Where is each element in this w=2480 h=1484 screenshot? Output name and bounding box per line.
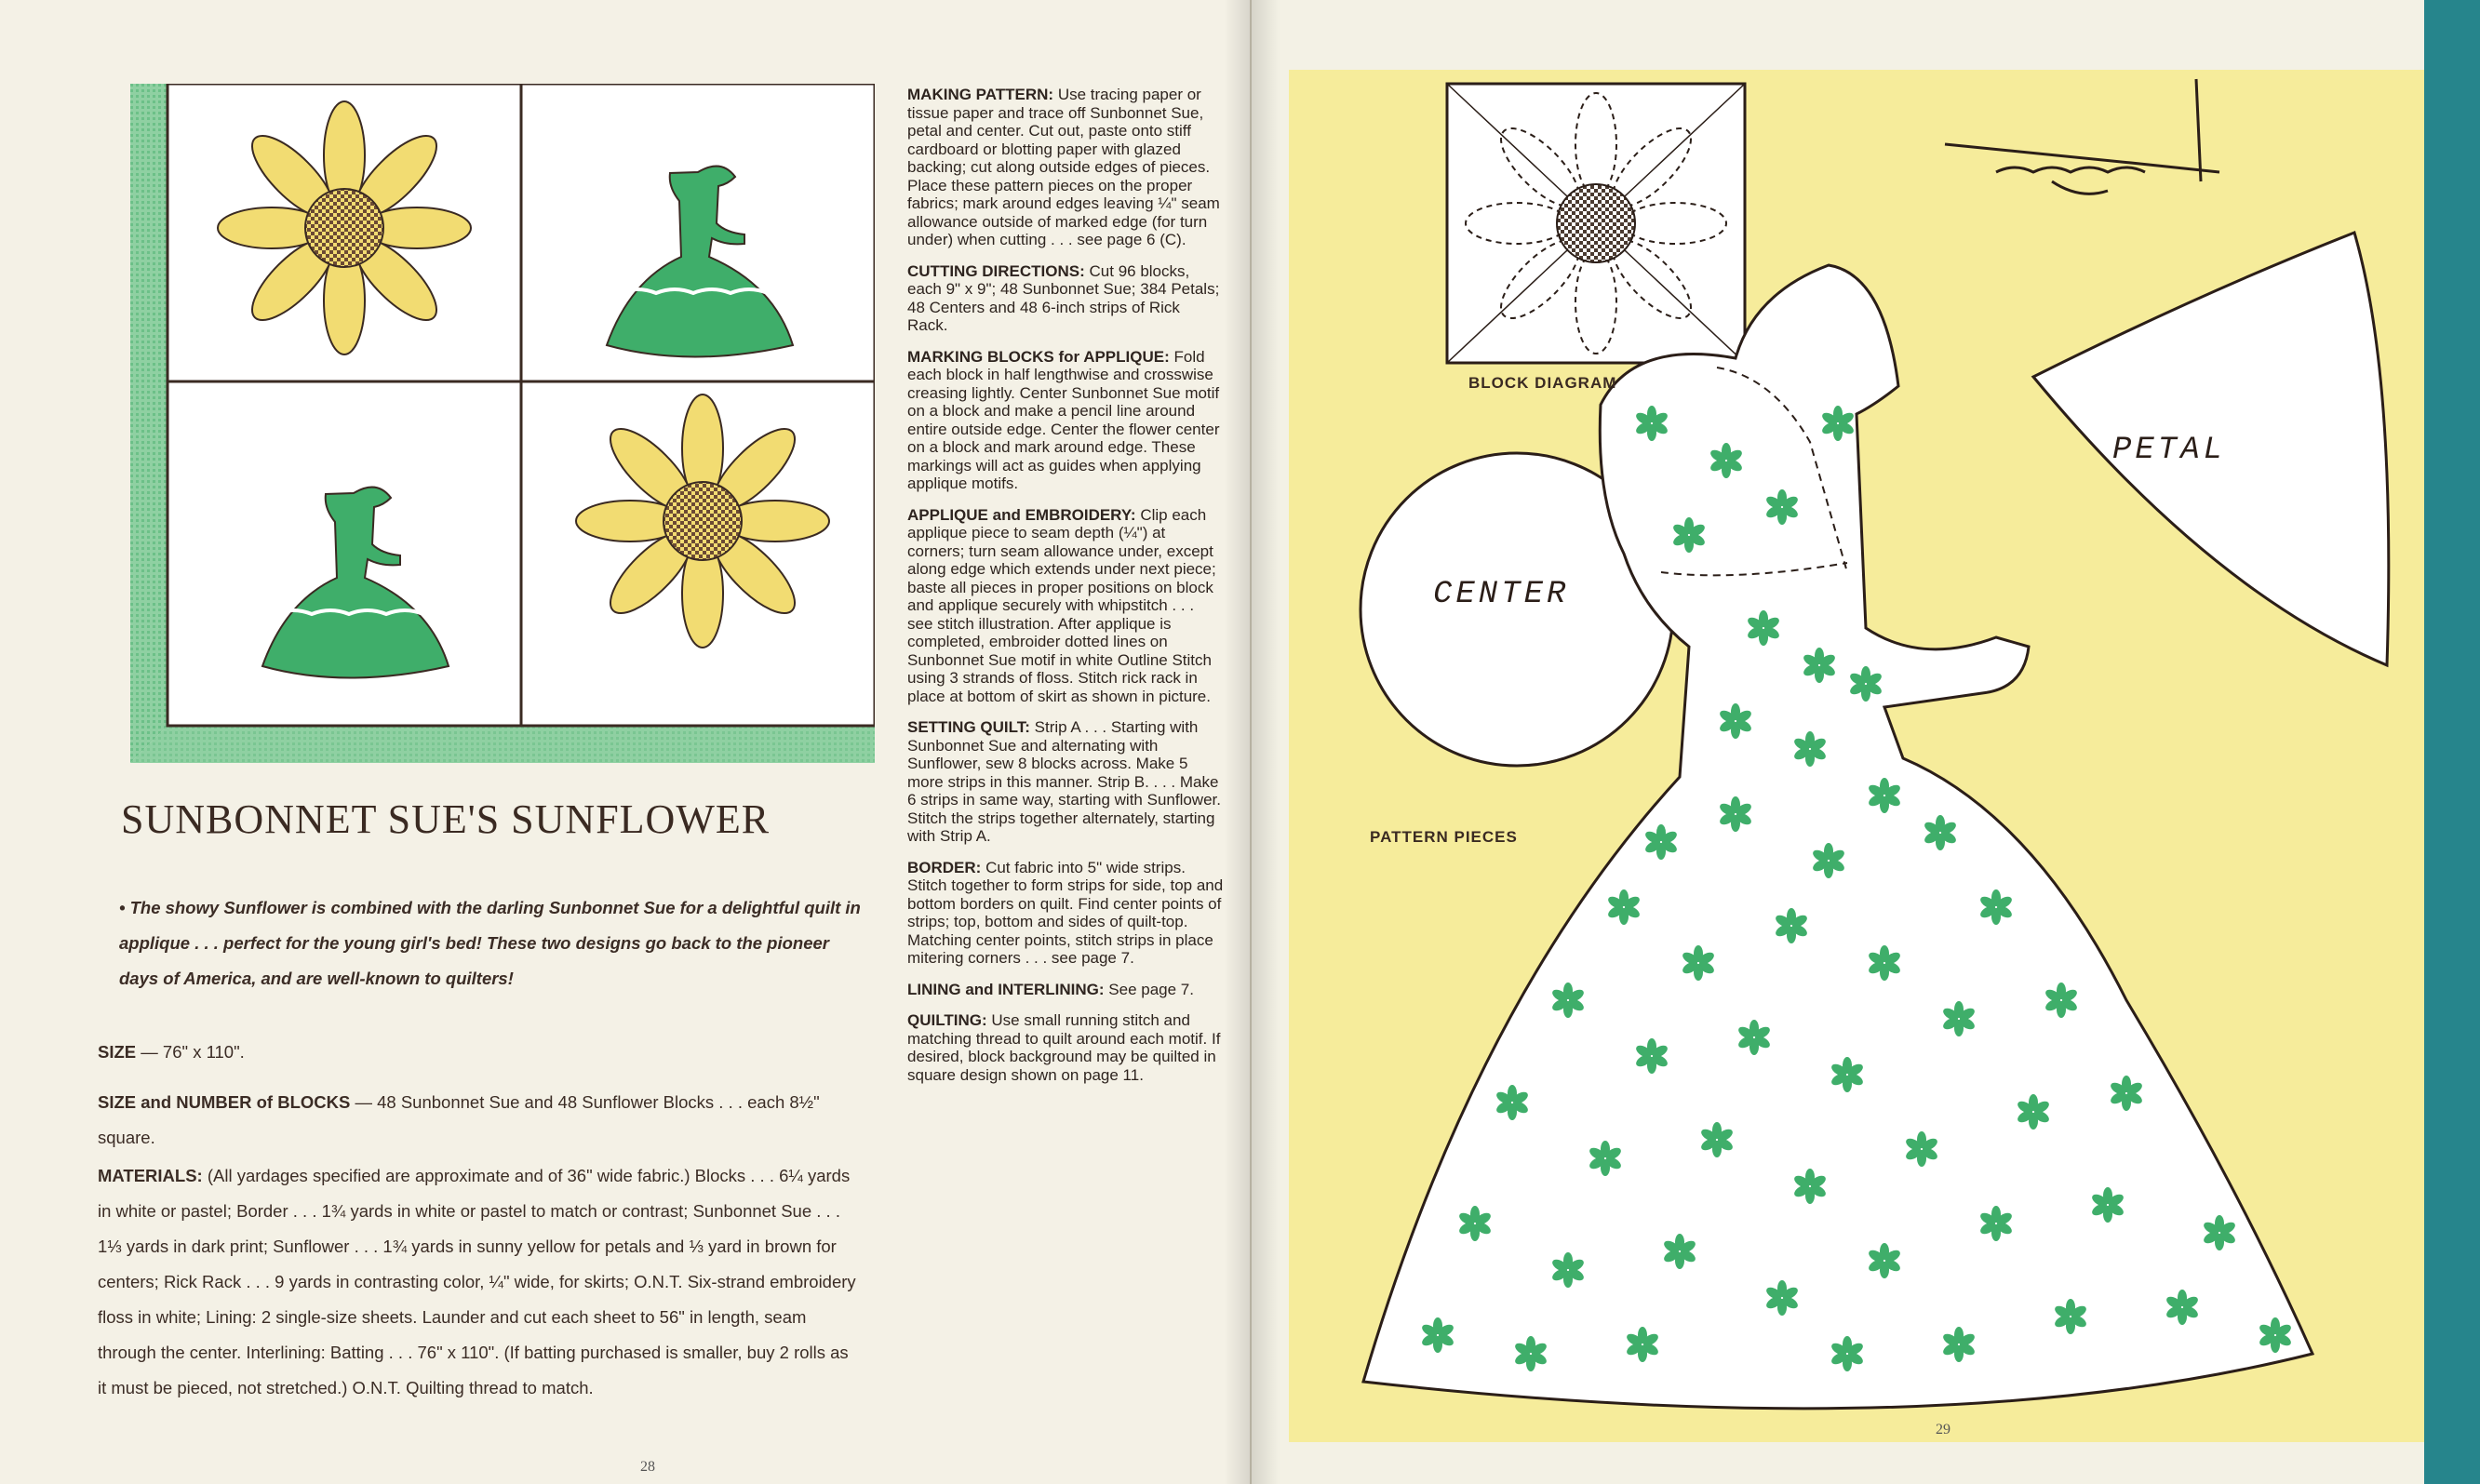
instruction-block bbox=[907, 348, 1224, 493]
instruction-heading: SETTING QUILT: bbox=[907, 718, 1030, 736]
materials-label: MATERIALS: bbox=[98, 1166, 203, 1185]
page-number-left: 28 bbox=[640, 1459, 655, 1475]
instructions-column bbox=[907, 86, 1224, 1097]
size-value: — 76" x 110". bbox=[141, 1042, 245, 1062]
petal-label: PETAL bbox=[2112, 433, 2227, 468]
blocks-spec bbox=[98, 1085, 861, 1156]
table-edge bbox=[2424, 0, 2480, 1484]
instruction-block bbox=[907, 981, 1224, 999]
instruction-text: Cut 96 blocks, each 9" x 9"; 48 Sunbonnet Sue; 384 Petals; 48 Centers and 48 6-inch strips of Rick Rack. bbox=[907, 261, 1220, 334]
instruction-text: Strip A . . . Starting with Sunbonnet Sue and alternating with Sunflower, sew 8 blocks across. Make 5 more strips in this manner. Strip B. . . . Make 6 strips in same way, starting with Sunflower. Stitch the strips together alternately, starting with Strip A. bbox=[907, 718, 1221, 845]
size-label: SIZE bbox=[98, 1042, 137, 1062]
instruction-text: Clip each applique piece to seam depth (¼") at corners; turn seam allowance under, except along edge which extends under next piece; baste all pieces in proper positions on block and applique securely with whipstitch . . . see stitch illustration. After applique is completed, embroider dotted lines on Sunbonnet Sue motif in white Outline Stitch using 3 strands of floss. Stitch rick rack in place at bottom of skirt as shown in picture. bbox=[907, 505, 1216, 705]
instruction-block bbox=[907, 262, 1224, 335]
instruction-heading: MARKING BLOCKS for APPLIQUE: bbox=[907, 347, 1170, 366]
pattern-pieces-art bbox=[1289, 70, 2443, 1442]
blocks-value: — 48 Sunbonnet Sue and 48 Sunflower Blocks . . . each 8½" square. bbox=[98, 1092, 820, 1147]
block-diagram bbox=[1447, 84, 1745, 363]
instruction-text: Use small running stitch and matching thread to quilt around each motif. If desired, block background may be quilted in square design shown on page 11. bbox=[907, 1011, 1221, 1084]
quilt-illustration bbox=[130, 84, 875, 763]
page-number-right: 29 bbox=[1936, 1422, 1950, 1437]
materials-value: (All yardages specified are approximate and of 36" wide fabric.) Blocks . . . 6¼ yards in white or pastel; Border . . . 1¾ yards in white or pastel to match or contrast; Sunbonnet Sue . . . 1⅓ yards in dark print; Sunflower . . . 1¾ yards in sunny yellow for petals and ⅓ yard in brown for centers; Rick Rack . . . 9 yards in contrasting color, ¼" wide, for skirts; O.N.T. Six-strand embroidery floss in white; Lining: 2 single-size sheets. Launder and cut each sheet to 56" in length, seam through the center. Interlining: Batting . . . 76" x 110". (If batting purchased is smaller, buy 2 rolls as it must be pieced, not stretched.) O.N.T. Quilting thread to match. bbox=[98, 1166, 856, 1397]
intro-paragraph: • The showy Sunflower is combined with the darling Sunbonnet Sue for a delightful quilt in applique . . . perfect for the young girl's bed! These two designs go back to the pioneer days of America, and are well-known to quilters! bbox=[119, 898, 861, 988]
instruction-heading: APPLIQUE and EMBROIDERY: bbox=[907, 505, 1136, 524]
block-diagram-label: BLOCK DIAGRAM bbox=[1468, 374, 1617, 392]
blocks-label: SIZE and NUMBER of BLOCKS bbox=[98, 1092, 351, 1112]
book-gutter bbox=[1224, 0, 1280, 1484]
instruction-text: Fold each block in half lengthwise and crosswise creasing lightly. Center Sunbonnet Sue motif on a block and make a pencil line around entire outside edge. Center the flower center on a block and mark around edge. These markings will act as guides when applying applique motifs. bbox=[907, 347, 1220, 492]
instruction-block bbox=[907, 1011, 1224, 1084]
instruction-heading: CUTTING DIRECTIONS: bbox=[907, 261, 1085, 280]
instruction-block bbox=[907, 718, 1224, 846]
instruction-heading: MAKING PATTERN: bbox=[907, 86, 1054, 103]
instruction-block bbox=[907, 86, 1224, 249]
pattern-pieces-label: PATTERN PIECES bbox=[1370, 828, 1518, 846]
instruction-heading: LINING and INTERLINING: bbox=[907, 980, 1105, 998]
pattern-title: SUNBONNET SUE'S SUNFLOWER bbox=[121, 796, 771, 842]
instruction-heading: QUILTING: bbox=[907, 1011, 987, 1029]
size-spec bbox=[98, 1035, 861, 1070]
instruction-block bbox=[907, 506, 1224, 706]
instruction-block bbox=[907, 859, 1224, 968]
center-label: CENTER bbox=[1433, 577, 1570, 612]
stitch-illustration bbox=[1945, 79, 2219, 194]
instruction-text: See page 7. bbox=[1108, 980, 1194, 998]
instruction-text: Cut fabric into 5" wide strips. Stitch together to form strips for side, top and bottom borders on quilt. Find center points of strips; top, bottom and sides of quilt-top. Matching center points, stitch strips in place mitering corners . . . see page 7. bbox=[907, 858, 1224, 967]
instruction-heading: BORDER: bbox=[907, 858, 982, 876]
instruction-text: Use tracing paper or tissue paper and trace off Sunbonnet Sue, petal and center. Cut out, paste onto stiff cardboard or blotting paper with glazed backing; cut along outside edges of pieces. Place these pattern pieces on the proper fabrics; mark around edges leaving ¼" seam allowance outside of marked edge (for turn under) when cutting . . . see page 6 (C). bbox=[907, 86, 1220, 248]
materials-spec bbox=[98, 1158, 861, 1406]
